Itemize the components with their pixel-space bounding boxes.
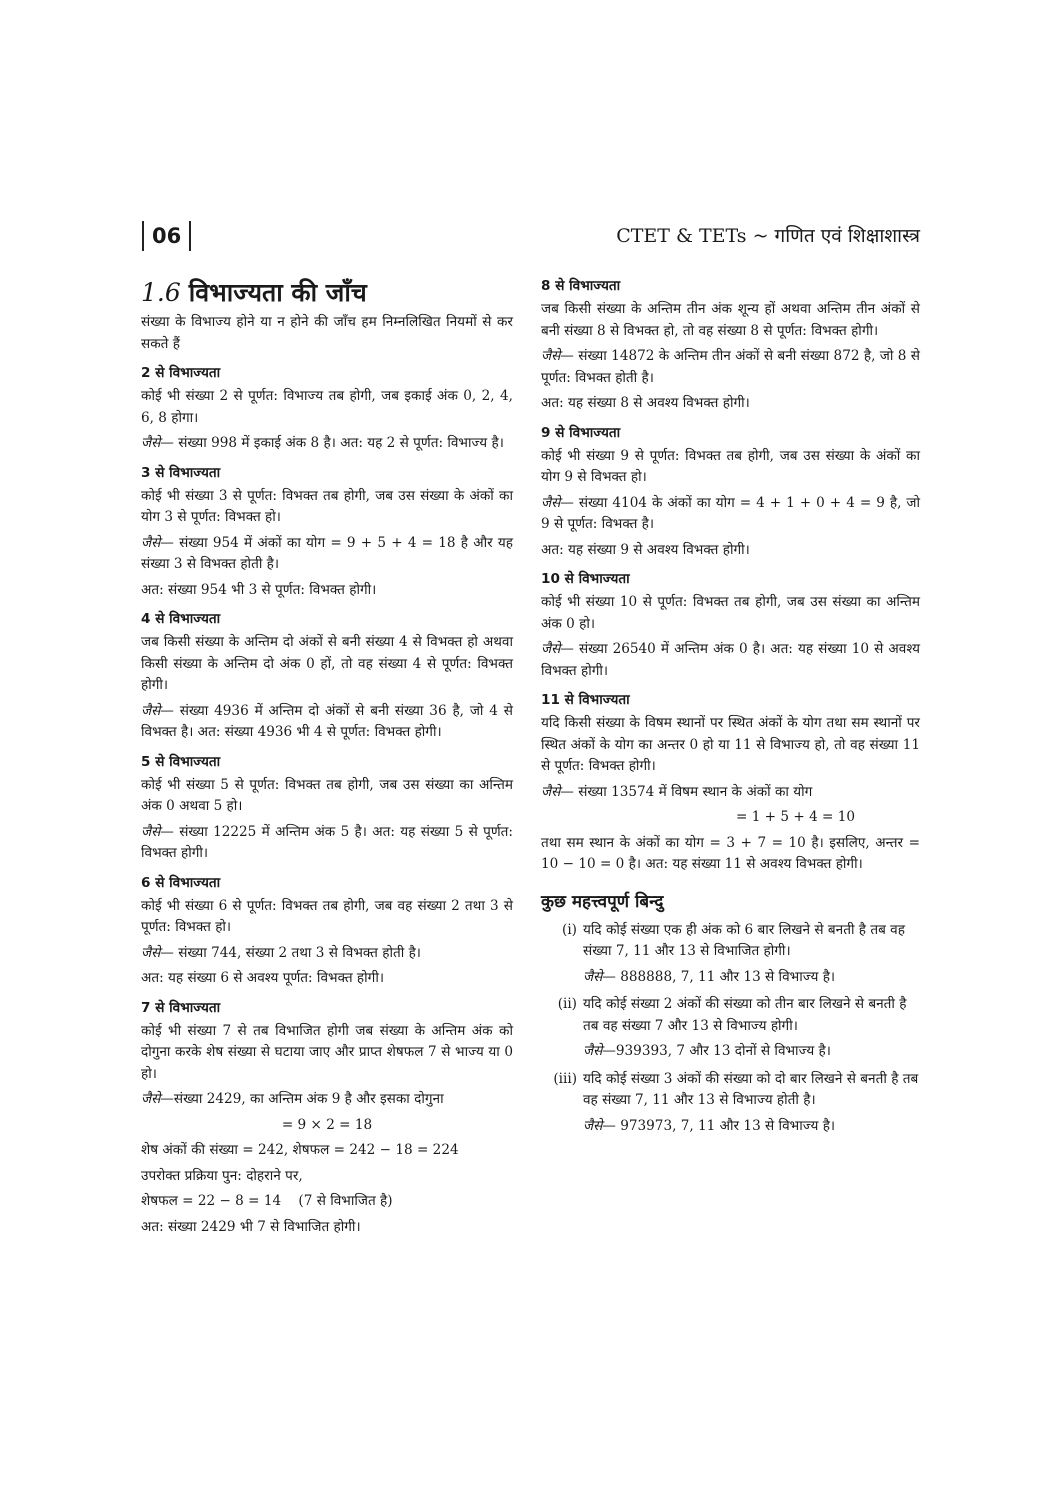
- point-text: यदि कोई संख्या 2 अंकों की संख्या को तीन बार लिखने से बनती है तब वह संख्या 7 और 13 से विभाज्य होगी।: [583, 996, 907, 1034]
- example-text: 939393, 7 और 13 दोनों से विभाज्य है।: [615, 1043, 831, 1059]
- conclusion-6: अत: यह संख्या 6 से अवश्य पूर्णत: विभक्त होगी।: [141, 970, 384, 986]
- example-text: 888888, 7, 11 और 13 से विभाज्य है।: [615, 968, 836, 985]
- section-title-text: विभाज्यता की जाँच: [188, 278, 367, 307]
- point-example: [541, 1041, 920, 1063]
- important-points: [541, 890, 920, 1138]
- example-9: [541, 493, 920, 536]
- example-label: जैसे—: [141, 435, 174, 451]
- conclusion-8: अत: यह संख्या 8 से अवश्य विभक्त होगी।: [541, 395, 750, 411]
- example-label: जैसे—: [583, 1117, 616, 1134]
- rule-text-11: यदि किसी संख्या के विषम स्थानों पर स्थित अंकों के योग तथा सम स्थानों पर स्थित अंकों के योग का अन्तर 0 हो या 11 से विभाज्य हो, तो वह संख्या 11 से पूर्णत: विभक्त होगी।: [541, 715, 920, 774]
- point-marker: (iii): [553, 1070, 577, 1087]
- example-text: संख्या 744, संख्या 2 तथा 3 से विभक्त होती है।: [173, 944, 421, 961]
- step-7b: शेष अंकों की संख्या = 242, शेषफल = 242 − 18 = 224: [141, 1142, 459, 1158]
- example-label: जैसे—: [541, 641, 574, 657]
- heading-div-3: 3 से विभाज्यता: [141, 464, 221, 481]
- rule-text-9: कोई भी संख्या 9 से पूर्णत: विभक्त तब होगी, जब उस संख्या के अंकों का योग 9 से विभक्त हो।: [541, 447, 920, 485]
- example-label: जैसे—: [141, 944, 174, 961]
- point-marker: (ii): [557, 996, 577, 1012]
- rule-text-4: जब किसी संख्या के अन्तिम दो अंकों से बनी संख्या 4 से विभक्त हो अथवा किसी संख्या के अन्तिम दो अंक 0 हों, तो वह संख्या 4 से पूर्णत: विभक्त होगी।: [141, 634, 513, 693]
- rule-text-6: कोई भी संख्या 6 से पूर्णत: विभक्त तब होगी, जब वह संख्या 2 तथा 3 से पूर्णत: विभक्त हो।: [141, 897, 513, 935]
- example-label: जैसे—: [141, 534, 174, 551]
- conclusion-3: अत: संख्या 954 भी 3 से पूर्णत: विभक्त होगी।: [141, 581, 377, 598]
- example-label: जैसे—: [541, 348, 574, 364]
- example-label: जैसे—: [141, 823, 174, 840]
- example-text: संख्या 26540 में अन्तिम अंक 0 है। अत: यह संख्या 10 से अवश्य विभक्त होगी।: [541, 641, 920, 679]
- example-text: संख्या 998 में इकाई अंक 8 है। अत: यह 2 से पूर्णत: विभाज्य है।: [173, 435, 504, 451]
- step-7d: शेषफल = 22 − 8 = 14 (7 से विभाजित है): [141, 1193, 393, 1209]
- example-label: जैसे—: [141, 702, 174, 719]
- heading-div-2: 2 से विभाज्यता: [141, 365, 221, 381]
- point-example: [541, 1116, 920, 1138]
- rule-block-8: [541, 276, 920, 415]
- example-label: जैसे—: [541, 494, 574, 511]
- point-text: यदि कोई संख्या 3 अंकों की संख्या को दो बार लिखने से बनती है तब वह संख्या 7, 11 और 13 से विभाज्य होती है।: [583, 1070, 919, 1108]
- heading-div-10: 10 से विभाज्यता: [541, 571, 630, 587]
- example-text: संख्या 4104 के अंकों का योग = 4 + 1 + 0 + 4 = 9 है, जो 9 से पूर्णत: विभक्त है।: [541, 494, 920, 532]
- heading-div-6: 6 से विभाज्यता: [141, 874, 221, 891]
- section-number: 1.6: [141, 278, 181, 307]
- conclusion-7: अत: संख्या 2429 भी 7 से विभाजित होगी।: [141, 1218, 361, 1235]
- rule-block-6: [141, 873, 513, 990]
- example-label: जैसे—: [583, 968, 616, 985]
- heading-div-4: 4 से विभाज्यता: [141, 611, 221, 627]
- example-text: संख्या 13574 में विषम स्थान के अंकों का योग: [573, 783, 813, 800]
- point-example: [541, 967, 920, 989]
- example-5: [141, 822, 513, 865]
- rule-block-7: [141, 998, 513, 1239]
- step-7c: उपरोक्त प्रक्रिया पुन: दोहराने पर,: [141, 1167, 303, 1184]
- example-7: [141, 1089, 513, 1111]
- step-11b: तथा सम स्थान के अंकों का योग = 3 + 7 = 10 है। इसलिए, अन्तर = 10 − 10 = 0 है। अत: यह संख्या 11 से अवश्य विभक्त होगी।: [541, 834, 920, 872]
- example-4: [141, 701, 513, 744]
- example-8: [541, 346, 920, 389]
- rule-block-4: [141, 609, 513, 744]
- rule-text-5: कोई भी संख्या 5 से पूर्णत: विभक्त तब होगी, जब उस संख्या का अन्तिम अंक 0 अथवा 5 हो।: [141, 776, 513, 814]
- equation-11a: = 1 + 5 + 4 = 10: [736, 809, 856, 825]
- rule-text-10: कोई भी संख्या 10 से पूर्णत: विभक्त तब होगी, जब उस संख्या का अन्तिम अंक 0 हो।: [541, 594, 920, 632]
- heading-div-9: 9 से विभाज्यता: [541, 424, 621, 441]
- right-column: [541, 276, 920, 1143]
- rule-block-9: [541, 423, 920, 562]
- point-item: [541, 994, 920, 1037]
- rule-block-10: [541, 569, 920, 682]
- left-column: [141, 276, 513, 1242]
- section-title: [141, 276, 513, 310]
- example-text: संख्या 954 में अंकों का योग = 9 + 5 + 4 = 18 है और यह संख्या 3 से विभक्त होती है।: [141, 534, 513, 572]
- example-label: जैसे—: [583, 1043, 616, 1059]
- heading-div-8: 8 से विभाज्यता: [541, 278, 621, 294]
- heading-div-11: 11 से विभाज्यता: [541, 692, 630, 708]
- rule-text-3: कोई भी संख्या 3 से पूर्णत: विभक्त तब होगी, जब उस संख्या के अंकों का योग 3 से पूर्णत: विभक्त हो।: [141, 487, 513, 525]
- equation-7a: = 9 × 2 = 18: [281, 1116, 373, 1133]
- rule-block-11: [541, 690, 920, 876]
- section-intro: संख्या के विभाज्य होने या न होने की जाँच हम निम्नलिखित नियमों से कर सकते हैं: [141, 314, 513, 352]
- point-item: [541, 1069, 920, 1112]
- rule-text-7: कोई भी संख्या 7 से तब विभाजित होगी जब संख्या के अन्तिम अंक को दोगुना करके शेष संख्या से घटाया जाए और प्राप्त शेषफल 7 से भाज्य या 0 हो।: [141, 1022, 513, 1082]
- rule-block-5: [141, 752, 513, 865]
- example-6: [141, 943, 513, 965]
- heading-div-7: 7 से विभाज्यता: [141, 999, 221, 1016]
- rule-block-2: [141, 363, 513, 455]
- heading-div-5: 5 से विभाज्यता: [141, 753, 221, 770]
- example-text: 973973, 7, 11 और 13 से विभाज्य है।: [615, 1117, 836, 1134]
- example-10: [541, 639, 920, 682]
- example-11: [541, 782, 920, 804]
- point-text: यदि कोई संख्या एक ही अंक को 6 बार लिखने से बनती है तब वह संख्या 7, 11 और 13 से विभाजित होगी।: [583, 921, 905, 959]
- example-label: जैसे—: [541, 783, 574, 800]
- running-title: CTET & TETs ~ गणित एवं शिक्षाशास्त्र: [616, 225, 920, 247]
- example-2: [141, 433, 513, 455]
- example-text: संख्या 12225 में अन्तिम अंक 5 है। अत: यह संख्या 5 से पूर्णत: विभक्त होगी।: [141, 823, 513, 861]
- example-3: [141, 533, 513, 576]
- page-number: 06: [142, 221, 191, 251]
- example-text: संख्या 14872 के अन्तिम तीन अंकों से बनी संख्या 872 है, जो 8 से पूर्णत: विभक्त होती है।: [541, 348, 920, 386]
- point-marker: (i): [562, 921, 577, 938]
- point-item: [541, 920, 920, 963]
- rule-text-8: जब किसी संख्या के अन्तिम तीन अंक शून्य हों अथवा अन्तिम तीन अंकों से बनी संख्या 8 से विभक्त हो, तो वह संख्या 8 से पूर्णत: विभक्त होगी।: [541, 301, 920, 339]
- rule-block-3: [141, 463, 513, 602]
- example-text: संख्या 4936 में अन्तिम दो अंकों से बनी संख्या 36 है, जो 4 से विभक्त है। अत: संख्या 4936 भी 4 से पूर्णत: विभक्त होगी।: [141, 702, 513, 740]
- example-text: संख्या 2429, का अन्तिम अंक 9 है और इसका दोगुना: [173, 1091, 444, 1107]
- example-label: जैसे—: [141, 1091, 174, 1107]
- rule-text-2: कोई भी संख्या 2 से पूर्णत: विभाज्य तब होगी, जब इकाई अंक 0, 2, 4, 6, 8 होगा।: [141, 388, 513, 426]
- conclusion-9: अत: यह संख्या 9 से अवश्य विभक्त होगी।: [541, 541, 750, 558]
- important-points-heading: कुछ महत्त्वपूर्ण बिन्दु: [541, 891, 664, 912]
